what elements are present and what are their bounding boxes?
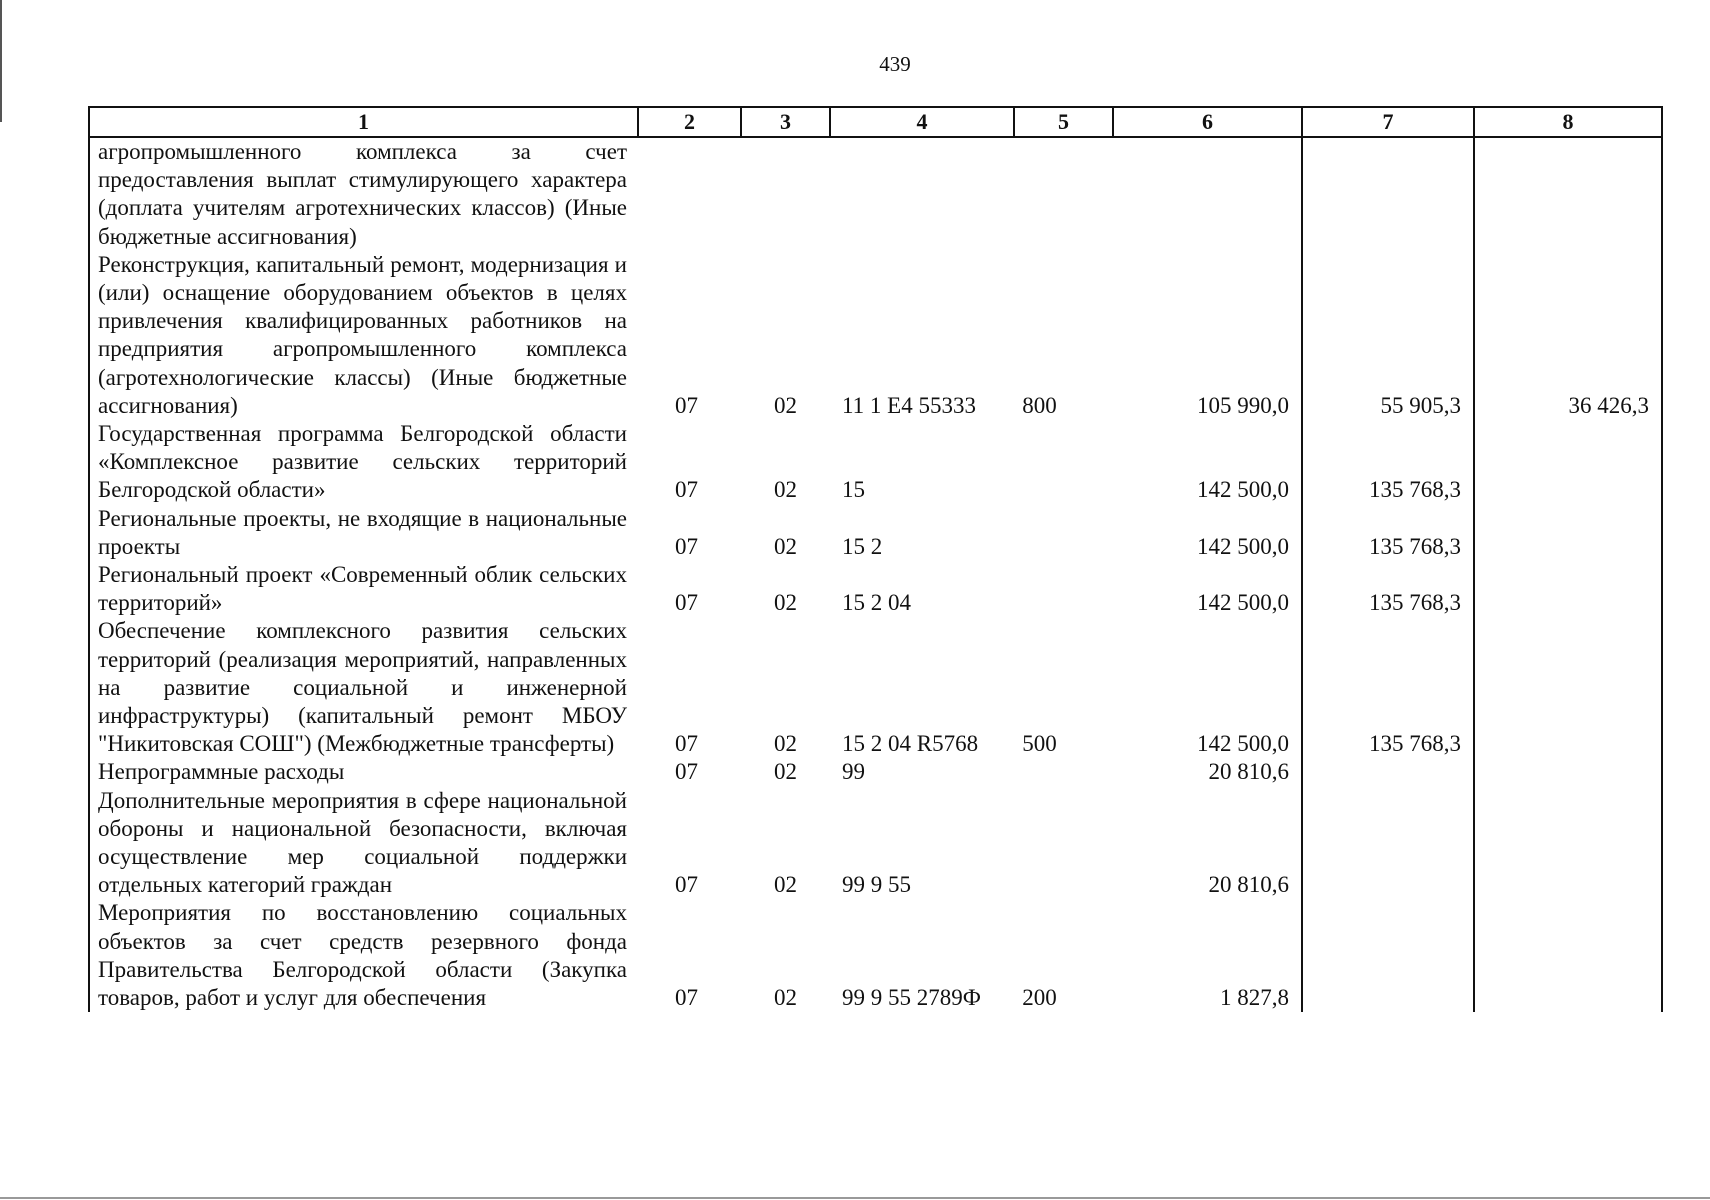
cell-target-article: 15 — [842, 477, 865, 503]
cell-expense-type — [1014, 787, 1113, 900]
cell-amount-col6: 20 810,6 — [1113, 787, 1302, 900]
cell-subsection: 02 — [774, 477, 797, 503]
cell-subsection: 02 — [774, 759, 797, 785]
header-col-7: 7 — [1302, 107, 1474, 137]
cell-target-article — [830, 137, 1014, 251]
row-description: Дополнительные мероприятия в сфере национальной обороны и национальной безопасности, включая осуществление мер социальной поддержки отдельных категорий граждан — [89, 787, 638, 900]
cell-amount-col8 — [1474, 617, 1662, 758]
cell-amount-col6: 105 990,0 — [1113, 251, 1302, 420]
cell-section: 07 — [675, 533, 698, 559]
row-description: Мероприятия по восстановлению социальных объектов за счет средств резервного фонда Правительства Белгородской области (Закупка товаров, работ и услуг для обеспечения — [89, 899, 638, 1012]
cell-amount-col7 — [1302, 787, 1474, 900]
cell-expense-type: 500 — [1022, 731, 1057, 757]
table-row — [89, 505, 1662, 561]
cell-target-article: 11 1 E4 55333 — [842, 392, 976, 418]
header-col-5: 5 — [1014, 107, 1113, 137]
header-col-6: 6 — [1113, 107, 1302, 137]
cell-expense-type — [1014, 758, 1113, 786]
row-description: Региональный проект «Современный облик сельских территорий» — [89, 561, 638, 617]
cell-section: 07 — [675, 985, 698, 1011]
cell-amount-col7 — [1302, 758, 1474, 786]
cell-subsection: 02 — [774, 392, 797, 418]
row-description: Реконструкция, капитальный ремонт, модернизация и (или) оснащение оборудованием объектов в целях привлечения квалифицированных работников на предприятия агропромышленного комплекса (агротехнологические классы) (Иные бюджетные ассигнования) — [89, 251, 638, 420]
cell-subsection: 02 — [774, 985, 797, 1011]
budget-table — [88, 106, 1663, 1012]
row-description: Региональные проекты, не входящие в национальные проекты — [89, 505, 638, 561]
header-col-4: 4 — [830, 107, 1014, 137]
cell-subsection: 02 — [774, 731, 797, 757]
cell-subsection: 02 — [774, 872, 797, 898]
cell-amount-col6: 142 500,0 — [1113, 617, 1302, 758]
table-row — [89, 899, 1662, 1012]
cell-target-article: 15 2 04 — [842, 590, 911, 616]
cell-amount-col6 — [1113, 137, 1302, 251]
cell-expense-type: 800 — [1022, 392, 1057, 418]
cell-expense-type — [1014, 561, 1113, 617]
row-description: агропромышленного комплекса за счет предоставления выплат стимулирующего характера (доплата учителям агротехнических классов) (Иные бюджетные ассигнования) — [89, 137, 638, 251]
cell-expense-type — [1014, 420, 1113, 505]
cell-expense-type — [1014, 505, 1113, 561]
row-description: Непрограммные расходы — [89, 758, 638, 786]
cell-subsection — [741, 137, 830, 251]
cell-amount-col6: 20 810,6 — [1113, 758, 1302, 786]
cell-expense-type — [1014, 137, 1113, 251]
header-col-8: 8 — [1474, 107, 1662, 137]
header-row — [89, 107, 1662, 137]
cell-amount-col7: 135 768,3 — [1302, 561, 1474, 617]
cell-amount-col8 — [1474, 137, 1662, 251]
table-header — [89, 107, 1662, 137]
cell-amount-col7 — [1302, 137, 1474, 251]
page-number: 439 — [879, 52, 911, 76]
table-row — [89, 137, 1662, 251]
cell-amount-col6: 142 500,0 — [1113, 561, 1302, 617]
row-description: Обеспечение комплексного развития сельских территорий (реализация мероприятий, направленных на развитие социальной и инженерной инфраструктуры) (капитальный ремонт МБОУ "Никитовская СОШ") (Межбюджетные трансферты) — [89, 617, 638, 758]
cell-section: 07 — [675, 590, 698, 616]
header-col-2: 2 — [638, 107, 741, 137]
cell-amount-col6: 1 827,8 — [1113, 899, 1302, 1012]
row-description: Государственная программа Белгородской области «Комплексное развитие сельских территорий Белгородской области» — [89, 420, 638, 505]
cell-amount-col7 — [1302, 899, 1474, 1012]
cell-amount-col8 — [1474, 561, 1662, 617]
cell-section: 07 — [675, 872, 698, 898]
table-row — [89, 758, 1662, 786]
cell-subsection: 02 — [774, 533, 797, 559]
cell-amount-col7: 135 768,3 — [1302, 420, 1474, 505]
cell-amount-col6: 142 500,0 — [1113, 420, 1302, 505]
table-row — [89, 617, 1662, 758]
cell-target-article: 15 2 — [842, 533, 883, 559]
cell-amount-col6: 142 500,0 — [1113, 505, 1302, 561]
cell-amount-col8 — [1474, 787, 1662, 900]
table-row — [89, 420, 1662, 505]
cell-target-article: 99 — [842, 759, 865, 785]
header-col-1: 1 — [89, 107, 638, 137]
cell-section: 07 — [675, 392, 698, 418]
cell-section: 07 — [675, 731, 698, 757]
cell-section: 07 — [675, 759, 698, 785]
cell-amount-col8 — [1474, 505, 1662, 561]
cell-amount-col8 — [1474, 758, 1662, 786]
cell-section: 07 — [675, 477, 698, 503]
cell-amount-col8 — [1474, 420, 1662, 505]
cell-subsection: 02 — [774, 590, 797, 616]
cell-amount-col7: 135 768,3 — [1302, 505, 1474, 561]
cell-amount-col8 — [1474, 899, 1662, 1012]
page-bottom-margin — [88, 1100, 1661, 1200]
table-row — [89, 787, 1662, 900]
cell-expense-type: 200 — [1022, 985, 1057, 1011]
scan-bottom-edge — [0, 1197, 1710, 1199]
cell-section — [638, 137, 741, 251]
cell-amount-col8: 36 426,3 — [1474, 251, 1662, 420]
cell-target-article: 99 9 55 2789Ф — [842, 985, 981, 1011]
cell-amount-col7: 135 768,3 — [1302, 617, 1474, 758]
cell-amount-col7: 55 905,3 — [1302, 251, 1474, 420]
table-row — [89, 251, 1662, 420]
cell-target-article: 99 9 55 — [842, 872, 911, 898]
table-row — [89, 561, 1662, 617]
table-body — [89, 137, 1662, 1012]
cell-target-article: 15 2 04 R5768 — [842, 731, 979, 757]
header-col-3: 3 — [741, 107, 830, 137]
